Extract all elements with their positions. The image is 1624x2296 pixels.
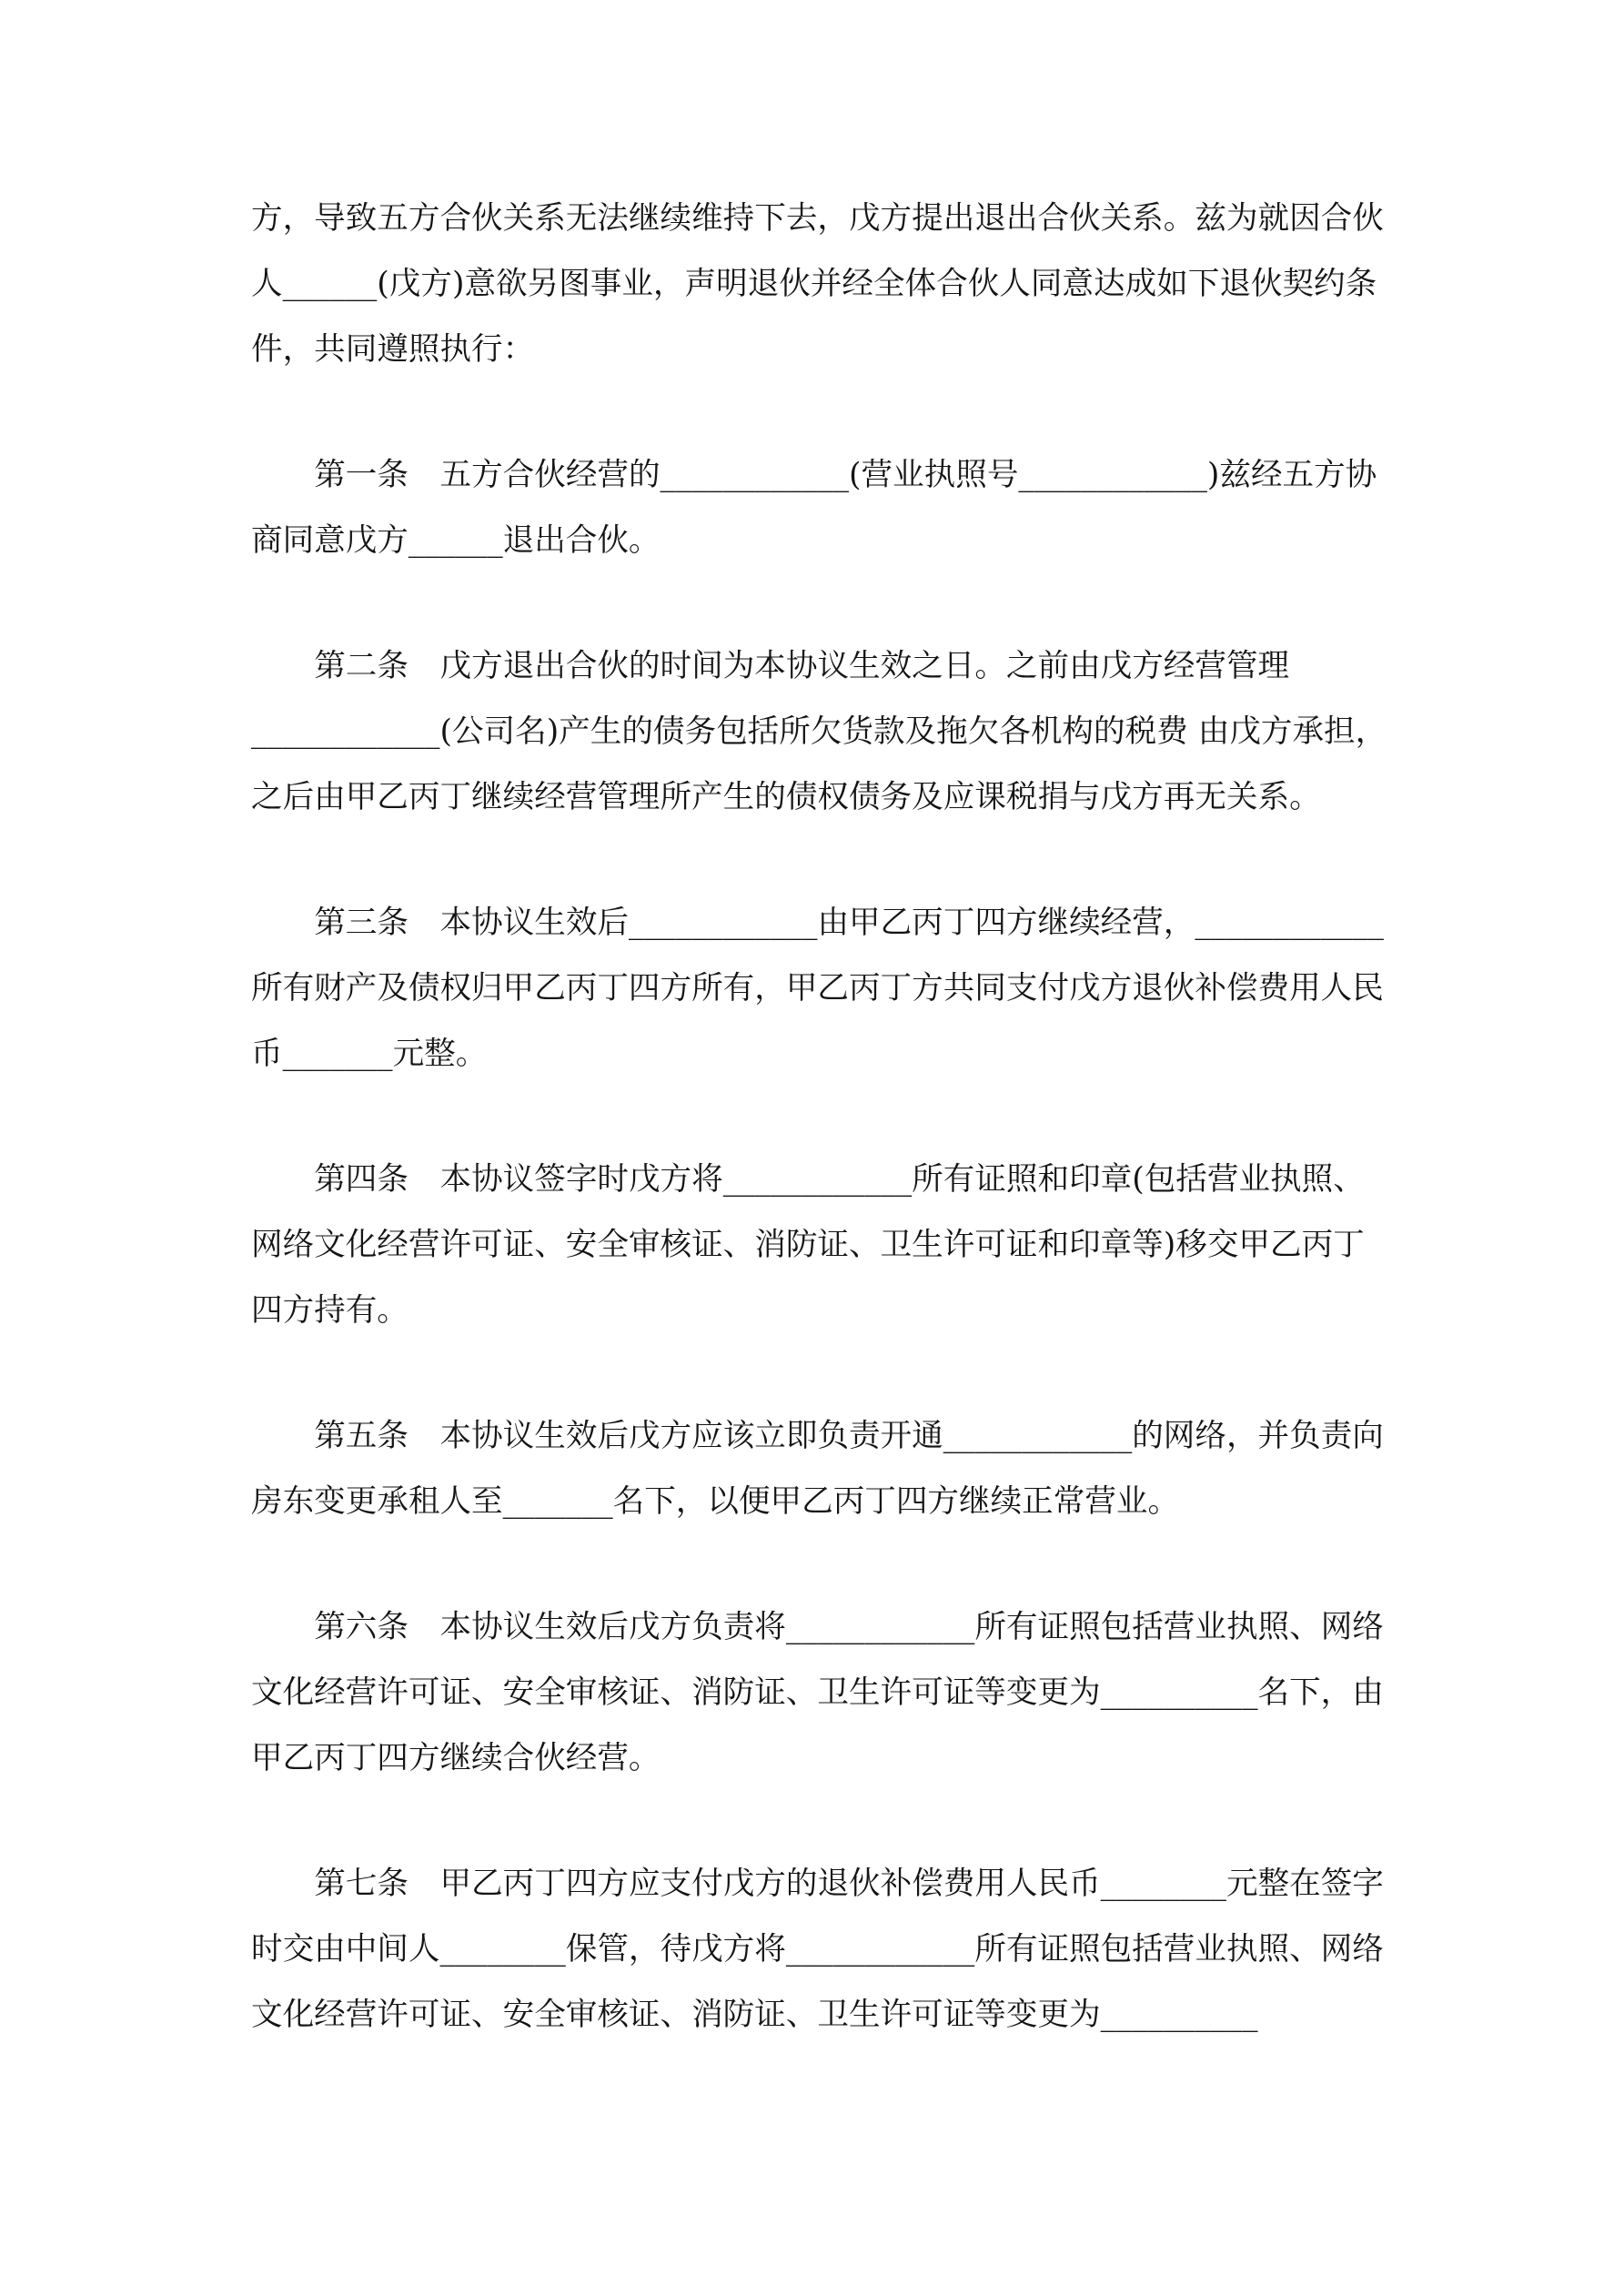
clause-7-text: 甲乙丙丁四方应支付戊方的退伙补偿费用人民币________元整在签字时交由中间人________保管，待戊方将____________所有证照包括营业执照、网络文化经营许可证、安全审核证、消防证、卫生许可证等变更为__________ [251, 1866, 1384, 2033]
clause-4-label: 第四条 [314, 1161, 409, 1198]
clause-2 [251, 633, 1390, 830]
clause-1-label: 第一条 [314, 457, 409, 493]
clause-3 [251, 890, 1390, 1087]
clause-4 [251, 1147, 1390, 1343]
clause-7-label: 第七条 [314, 1866, 409, 1902]
clause-4-text: 本协议签字时戊方将____________所有证照和印章(包括营业执照、网络文化经营许可证、安全审核证、消防证、卫生许可证和印章等)移交甲乙丙丁四方持有。 [251, 1161, 1365, 1329]
clause-7 [251, 1851, 1390, 2048]
clause-6-text: 本协议生效后戊方负责将____________所有证照包括营业执照、网络文化经营许可证、安全审核证、消防证、卫生许可证等变更为__________名下，由甲乙丙丁四方继续合伙经营。 [251, 1609, 1384, 1776]
intro-paragraph: 方，导致五方合伙关系无法继续维持下去，戊方提出退出合伙关系。兹为就因合伙人______(戊方)意欲另图事业，声明退伙并经全体合伙人同意达成如下退伙契约条件，共同遵照执行： [251, 200, 1384, 368]
clause-5-text: 本协议生效后戊方应该立即负责开通____________的网络，并负责向房东变更承租人至_______名下，以便甲乙丙丁四方继续正常营业。 [251, 1418, 1384, 1520]
clause-1-text: 五方合伙经营的____________(营业执照号____________)兹经五方协商同意戊方______退出合伙。 [251, 457, 1377, 559]
clause-6-label: 第六条 [314, 1609, 409, 1645]
clause-2-label: 第二条 [314, 648, 409, 684]
clause-1 [251, 442, 1390, 573]
clause-3-label: 第三条 [314, 905, 409, 941]
contract-body [251, 186, 1390, 2108]
clause-2-text: 戊方退出合伙的时间为本协议生效之日。之前由戊方经营管理____________(公司名)产生的债务包括所欠货款及拖欠各机构的税费 由戊方承担，之后由甲乙丙丁继续经营管理所产生的债权债务及应课税捐与戊方再无关系。 [251, 648, 1387, 815]
clause-6 [251, 1594, 1390, 1791]
clause-3-text: 本协议生效后____________由甲乙丙丁四方继续经营，____________所有财产及债权归甲乙丙丁四方所有，甲乙丙丁方共同支付戊方退伙补偿费用人民币_______元整。 [251, 905, 1384, 1072]
clause-5 [251, 1403, 1390, 1534]
clause-5-label: 第五条 [314, 1418, 409, 1454]
